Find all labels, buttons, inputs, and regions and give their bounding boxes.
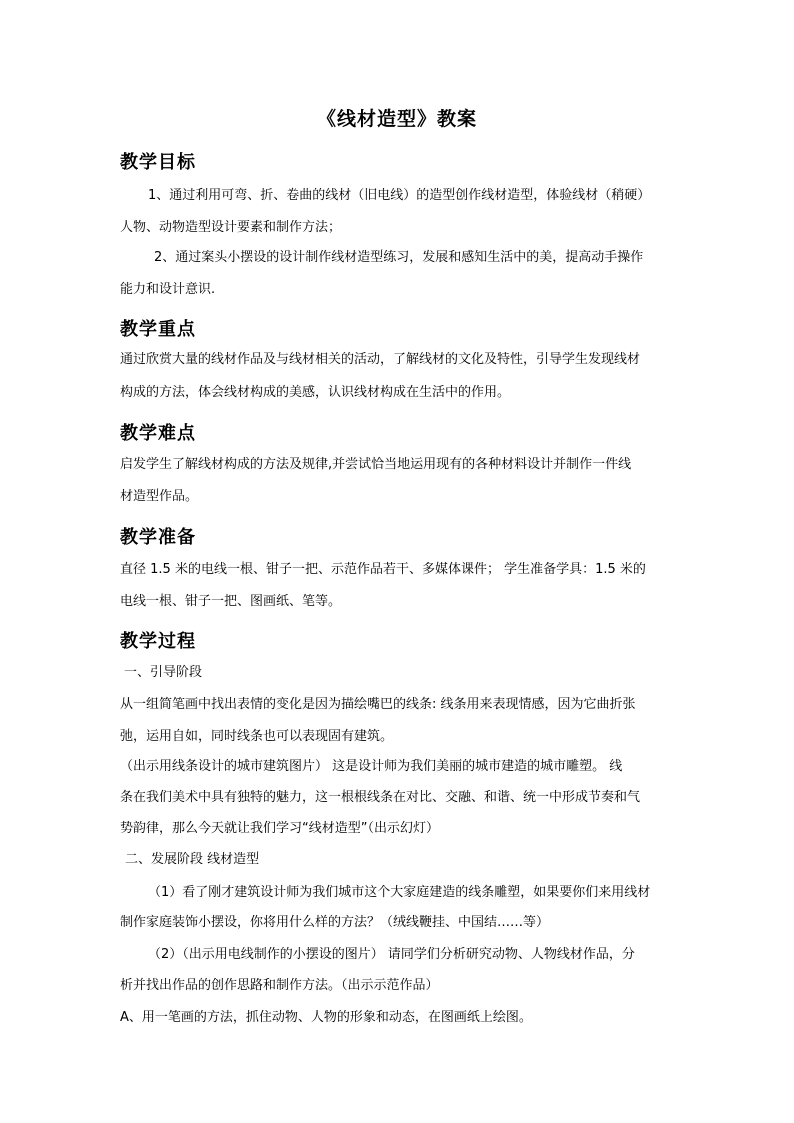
process-line-1: 从一组简笔画中找出表情的变化是因为描绘嘴巴的线条: 线条用来表现情感，因为它曲折张 bbox=[120, 697, 636, 712]
heading-preparation: 教学准备 bbox=[120, 527, 196, 548]
key-points-line-1: 通过欣赏大量的线材作品及与线材相关的活动，了解线材的文化及特性，引导学生发现线材 bbox=[120, 352, 641, 367]
process-stage-1-heading: 一、引导阶段 bbox=[124, 665, 203, 680]
difficulties-line-2: 材造型作品。 bbox=[120, 489, 199, 504]
process-line-6: （1）看了刚才建筑设计师为我们城市这个大家庭建造的线条雕塑，如果要你们来用线材 bbox=[148, 885, 651, 900]
heading-key-points: 教学重点 bbox=[120, 319, 196, 340]
key-points-line-2: 构成的方法，体会线材构成的美感，认识线材构成在生活中的作用。 bbox=[120, 385, 511, 400]
objectives-line-3: 2、通过案头小摆设的设计制作线材造型练习，发展和感知生活中的美，提高动手操作 bbox=[154, 250, 644, 265]
heading-process: 教学过程 bbox=[120, 631, 196, 652]
difficulties-line-1: 启发学生了解线材构成的方法及规律,并尝试恰当地运用现有的各种材料设计并制作一件线 bbox=[120, 457, 632, 472]
objectives-line-2: 人物、动物造型设计要素和制作方法； bbox=[120, 220, 342, 235]
process-stage-2-heading: 二、发展阶段 线材造型 bbox=[125, 852, 260, 867]
process-line-5: 势韵律，那么今天就让我们学习“线材造型”（出示幻灯） bbox=[120, 821, 439, 836]
process-line-2: 弛，运用自如，同时线条也可以表现固有建筑。 bbox=[120, 729, 394, 744]
heading-difficulties: 教学难点 bbox=[120, 423, 196, 444]
process-line-8: （2）（出示用电线制作的小摆设的图片） 请同学们分析研究动物、人物线材作品，分 bbox=[148, 947, 635, 962]
document-title: 《线材造型》教案 bbox=[316, 108, 477, 130]
objectives-line-4: 能力和设计意识. bbox=[120, 282, 216, 297]
process-line-10: A、用一笔画的方法，抓住动物、人物的形象和动态，在图画纸上绘图。 bbox=[120, 1010, 532, 1025]
process-line-7: 制作家庭装饰小摆设，你将用什么样的方法？（绒线鞭挂、中国结……等） bbox=[120, 915, 550, 930]
process-line-4: 条在我们美术中具有独特的魅力，这一根根线条在对比、交融、和谐、统一中形成节奏和气 bbox=[120, 790, 641, 805]
objectives-line-1: 1、通过利用可弯、折、卷曲的线材（旧电线）的造型创作线材造型，体验线材（稍硬） bbox=[148, 188, 651, 203]
preparation-line-1: 直径 1.5 米的电线一根、钳子一把、示范作品若干、多媒体课件； 学生准备学具：1.5 米的 bbox=[120, 562, 646, 577]
heading-objectives: 教学目标 bbox=[120, 152, 196, 173]
preparation-line-2: 电线一根、钳子一把、图画纸、笔等。 bbox=[120, 594, 342, 609]
process-line-3: （出示用线条设计的城市建筑图片） 这是设计师为我们美丽的城市建造的城市雕塑。 线 bbox=[120, 759, 623, 774]
process-line-9: 析并找出作品的创作思路和制作方法。（出示示范作品） bbox=[120, 978, 439, 993]
